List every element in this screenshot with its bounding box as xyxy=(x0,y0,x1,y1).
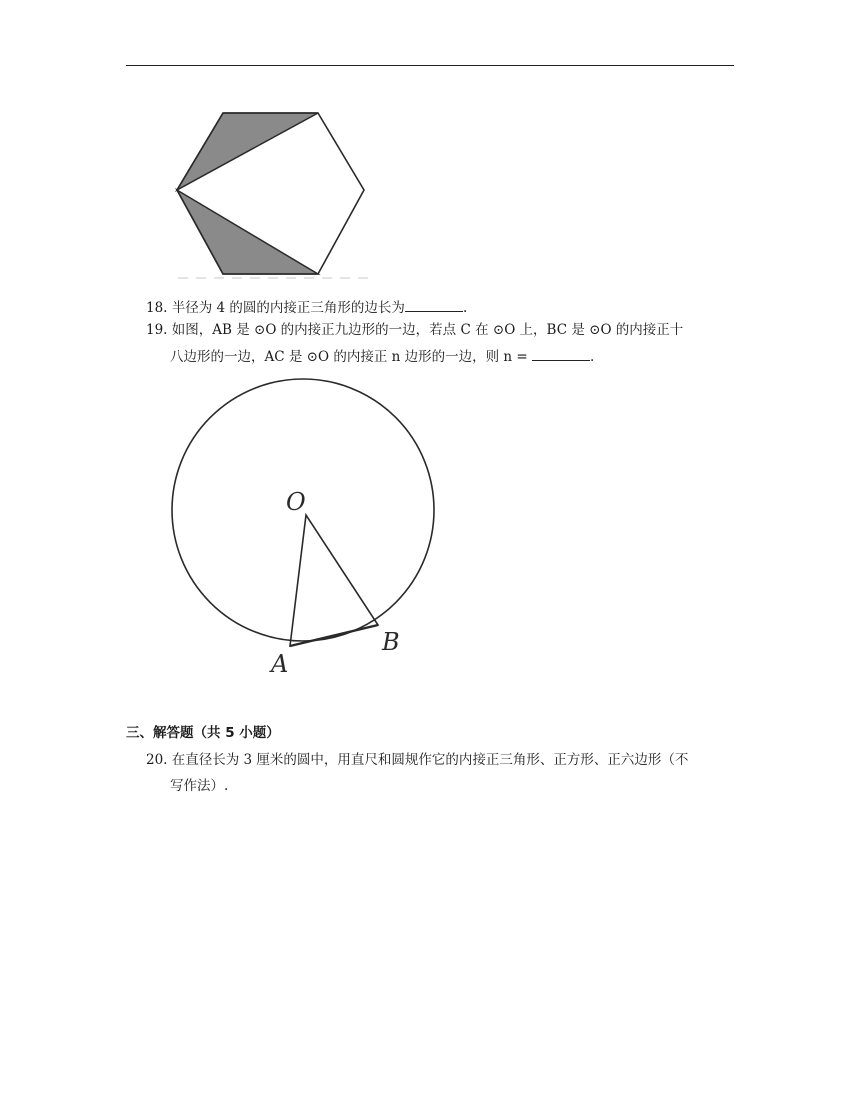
header-rule xyxy=(126,65,734,66)
question-19-line-2-text: 八边形的一边，AC 是 ⊙O 的内接正 n 边形的一边，则 n = xyxy=(170,349,528,365)
chord-ab xyxy=(290,625,378,646)
question-19-end: . xyxy=(590,349,595,365)
question-18-text: 18. 半径为 4 的圆的内接正三角形的边长为 xyxy=(146,300,405,316)
shaded-triangle-bottom xyxy=(177,190,318,274)
answer-blank-19[interactable] xyxy=(532,346,590,361)
circle-figure xyxy=(160,370,460,680)
circle-diagram xyxy=(160,370,460,680)
label-o: O xyxy=(286,488,306,516)
question-19-line-2 xyxy=(170,346,594,367)
question-20-line-1: 20. 在直径长为 3 厘米的圆中，用直尺和圆规作它的内接正三角形、正方形、正六边形（不 xyxy=(146,752,689,768)
hexagon-diagram xyxy=(160,100,380,280)
section-3-title: 三、解答题（共 5 小题） xyxy=(126,725,280,741)
question-19-line-1: 19. 如图，AB 是 ⊙O 的内接正九边形的一边，若点 C 在 ⊙O 上，BC 是 ⊙O 的内接正十 xyxy=(146,322,684,338)
label-a: A xyxy=(271,650,289,678)
question-20-line-2: 写作法）. xyxy=(170,778,229,794)
answer-blank-18[interactable] xyxy=(405,297,463,312)
question-18-end: . xyxy=(462,300,468,316)
label-b: B xyxy=(382,628,400,656)
question-18 xyxy=(146,297,467,318)
shaded-triangle-top xyxy=(177,113,318,190)
hexagon-figure xyxy=(160,100,380,280)
